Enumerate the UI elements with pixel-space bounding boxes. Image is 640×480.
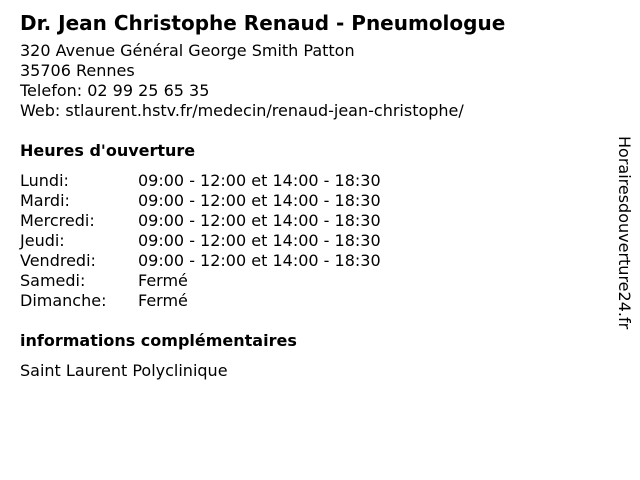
opening-hours-heading: Heures d'ouverture [20,141,196,160]
business-card [20,10,600,381]
day-label: Mardi: [20,191,70,210]
website-link[interactable]: Web: stlaurent.hstv.fr/medecin/renaud-jean-christophe/ [20,101,464,120]
day-label: Lundi: [20,171,69,190]
hours-value: 09:00 - 12:00 et 14:00 - 18:30 [138,231,381,250]
address-street: 320 Avenue Général George Smith Patton [20,41,355,60]
hours-row-tuesday [20,191,600,211]
hours-row-friday [20,251,600,271]
hours-row-monday [20,171,600,191]
hours-row-thursday [20,231,600,251]
hours-value: 09:00 - 12:00 et 14:00 - 18:30 [138,211,381,230]
hours-value: Fermé [138,271,188,290]
page-title: Dr. Jean Christophe Renaud - Pneumologue [20,11,506,35]
hours-row-saturday [20,271,600,291]
phone-number: Telefon: 02 99 25 65 35 [20,81,210,100]
hours-value: 09:00 - 12:00 et 14:00 - 18:30 [138,251,381,270]
day-label: Mercredi: [20,211,95,230]
day-label: Dimanche: [20,291,107,310]
day-label: Vendredi: [20,251,96,270]
hours-value: 09:00 - 12:00 et 14:00 - 18:30 [138,191,381,210]
hours-row-sunday [20,291,600,311]
additional-info-heading: informations complémentaires [20,331,297,350]
hours-value: 09:00 - 12:00 et 14:00 - 18:30 [138,171,381,190]
opening-hours-table [20,171,600,311]
day-label: Jeudi: [20,231,65,250]
additional-info-text: Saint Laurent Polyclinique [20,361,228,380]
hours-value: Fermé [138,291,188,310]
site-watermark-label: Horairesdouverture24.fr [615,136,634,330]
day-label: Samedi: [20,271,86,290]
address-city: 35706 Rennes [20,61,135,80]
hours-row-wednesday [20,211,600,231]
